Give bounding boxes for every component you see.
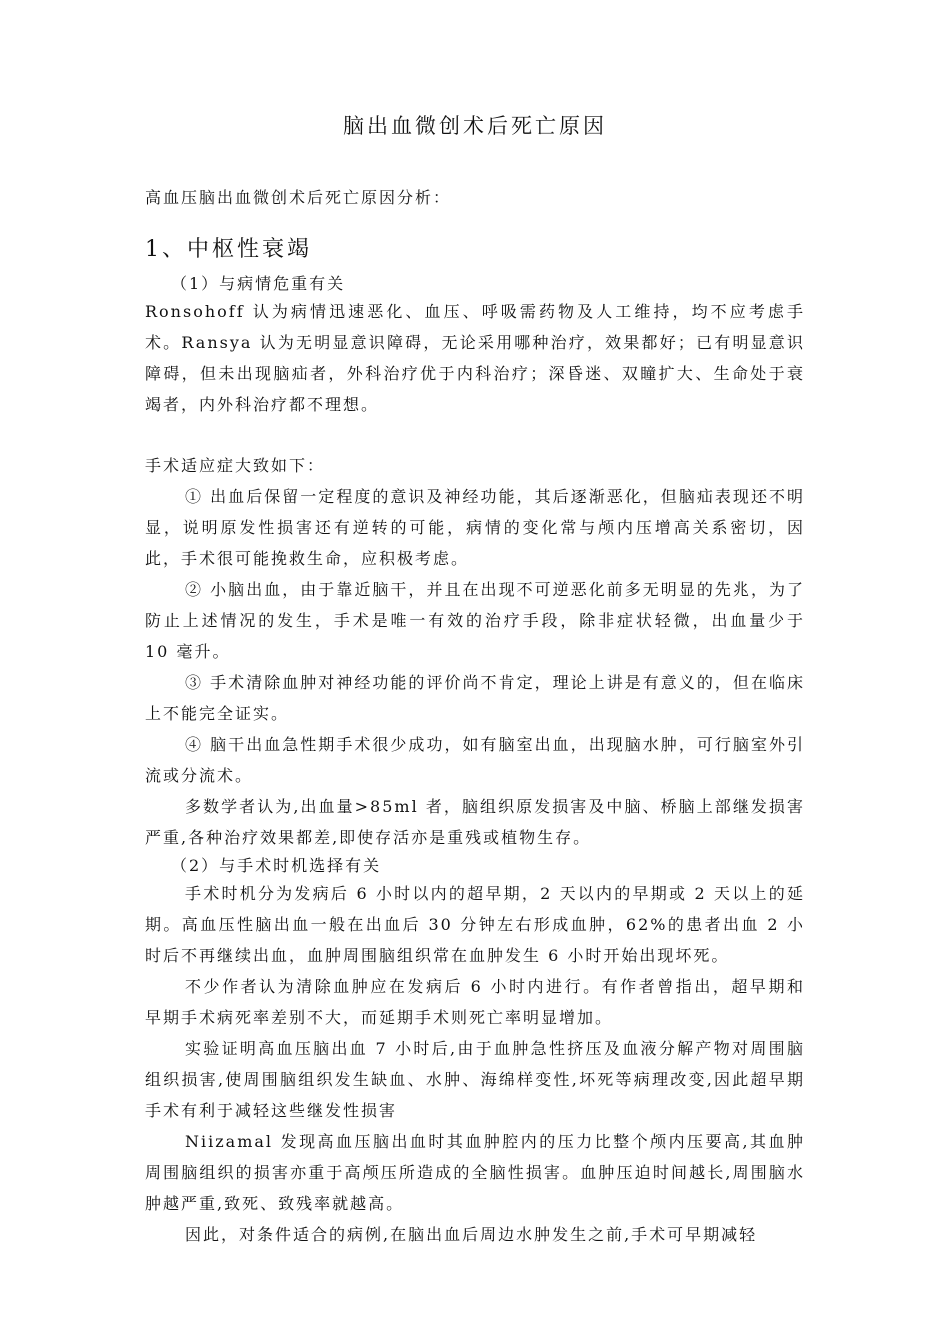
- list-item: ② 小脑出血，由于靠近脑干，并且在出现不可逆恶化前多无明显的先兆，为了防止上述情况的发生，手术是唯一有效的治疗手段，除非症状轻微，出血量少于 10 毫升。: [145, 580, 805, 661]
- paragraph: 因此，对条件适合的病例,在脑出血后周边水肿发生之前,手术可早期减轻: [185, 1225, 758, 1244]
- blank-line: [145, 420, 805, 450]
- list-item: ③ 手术清除血肿对神经功能的评价尚不肯定，理论上讲是有意义的，但在临床上不能完全证实。: [145, 673, 805, 723]
- list-item: ① 出血后保留一定程度的意识及神经功能，其后逐渐恶化，但脑疝表现还不明显，说明原发性损害还有逆转的可能，病情的变化常与颅内压增高关系密切，因此，手术很可能挽救生命，应积极考虑。: [145, 487, 805, 568]
- list-item: ④ 脑干出血急性期手术很少成功，如有脑室出血，出现脑水肿，可行脑室外引流或分流术。: [145, 735, 805, 785]
- paragraph: 不少作者认为清除血肿应在发病后 6 小时内进行。有作者曾指出，超早期和早期手术病死率差别不大，而延期手术则死亡率明显增加。: [145, 977, 805, 1027]
- document-title: 脑出血微创术后死亡原因: [343, 114, 607, 138]
- paragraph: Ronsohoff 认为病情迅速恶化、血压、呼吸需药物及人工维持，均不应考虑手术。Ransya 认为无明显意识障碍，无论采用哪种治疗，效果都好；已有明显意识障碍，但未出现脑疝者，外科治疗优于内科治疗；深昏迷、双瞳扩大、生命处于衰竭者，内外科治疗都不理想。: [145, 302, 805, 414]
- indications-label: 手术适应症大致如下：: [145, 456, 326, 475]
- paragraph: Niizamal 发现高血压脑出血时其血肿腔内的压力比整个颅内压要高,其血肿周围脑组织的损害亦重于高颅压所造成的全脑性损害。血肿压迫时间越长,周围脑水肿越严重,致死、致残率就越高。: [145, 1132, 805, 1213]
- paragraph: 实验证明高血压脑出血 7 小时后,由于血肿急性挤压及血液分解产物对周围脑组织损害,使周围脑组织发生缺血、水肿、海绵样变性,坏死等病理改变,因此超早期手术有利于减轻这些继发性损害: [145, 1039, 805, 1120]
- subsection-label: （2）与手术时机选择有关: [171, 856, 382, 875]
- document-body: [145, 110, 805, 1250]
- intro-line: 高血压脑出血微创术后死亡原因分析：: [145, 188, 452, 207]
- subsection-label: （1）与病情危重有关: [171, 274, 346, 293]
- paragraph: 手术时机分为发病后 6 小时以内的超早期，2 天以内的早期或 2 天以上的延期。高血压性脑出血一般在出血后 30 分钟左右形成血肿，62%的患者出血 2 小时后不再继续出血，血肿周围脑组织常在血肿发生 6 小时开始出现坏死。: [145, 884, 805, 965]
- section-heading: 1、中枢性衰竭: [145, 237, 312, 262]
- paragraph: 多数学者认为,出血量>85ml 者，脑组织原发损害及中脑、桥脑上部继发损害严重,各种治疗效果都差,即使存活亦是重残或植物生存。: [145, 797, 805, 847]
